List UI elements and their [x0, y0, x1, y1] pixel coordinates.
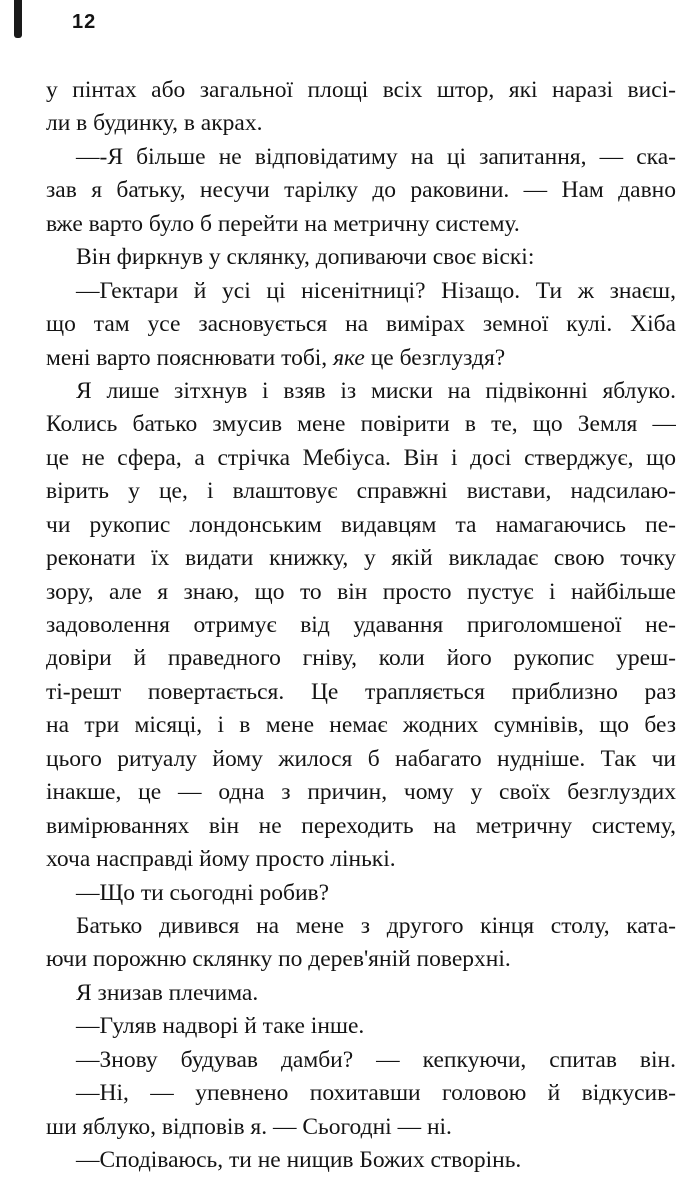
text-line: —Знову будував дамби? — кепкуючи, спитав він. [76, 1046, 676, 1073]
text-line: —Що ти сьогодні робив? [76, 879, 330, 906]
text-line: —-Я більше не відповідатиму на ці запитання, — ска- [76, 143, 676, 170]
text-line: зав я батьку, несучи тарілку до раковини. — Нам давно [46, 177, 676, 204]
page-number: 12 [72, 11, 97, 33]
text-line: вірить у це, і влаштовує справжні вистави, надсилаю- [46, 478, 676, 505]
text-run: це безглуздя? [364, 344, 506, 371]
text-line: зору, але я знаю, що то він просто пустує і найбільше [46, 578, 676, 605]
text-line: вимірюваннях він не переходить на метричну систему, [46, 812, 676, 839]
text-line: ши яблуко, відповів я. — Сьогодні — ні. [46, 1113, 452, 1140]
page-edge-mark [14, 0, 22, 38]
text-line: Він фиркнув у склянку, допиваючи своє віскі: [76, 244, 535, 271]
text-line: на три місяці, і в мене немає жодних сумнівів, що без [46, 712, 676, 739]
text-line: —Сподіваюсь, ти не нищив Божих створінь. [76, 1147, 522, 1173]
text-line: у пінтах або загальної площі всіх штор, які наразі висі- [46, 77, 676, 103]
emphasis-word: яке [333, 344, 365, 371]
text-line: довіри й праведного гніву, коли його рукопис уреш- [46, 645, 676, 672]
text-line: —Гектари й усі ці нісенітниці? Нізащо. Ти ж знаєш, [76, 277, 676, 304]
text-line: це не сфера, а стрічка Мебіуса. Він і досі стверджує, що [46, 444, 676, 471]
text-line: Я знизав плечима. [76, 979, 259, 1006]
text-line: ли в будинку, в акрах. [46, 110, 263, 137]
text-line: ючи порожню склянку по дерев'яній поверхні. [46, 946, 511, 973]
text-line: Колись батько змусив мене повірити в те, що Земля — [46, 411, 676, 438]
text-line: реконати їх видати книжку, у якій викладає свою точку [46, 545, 676, 572]
text-line: цього ритуалу йому жилося б набагато нудніше. Так чи [46, 745, 676, 772]
text-line: задоволення отримує від удавання приголомшеної не- [46, 612, 676, 638]
text-line: Батько дивився на мене з другого кінця столу, ката- [76, 912, 676, 939]
text-line: —Гуляв надворі й таке інше. [76, 1013, 365, 1040]
text-run: мені варто пояснювати тобі, [46, 344, 334, 371]
text-line: Я лише зітхнув і взяв із миски на підвіконні яблуко. [76, 377, 676, 404]
text-line: —Ні, — упевнено похитавши головою й відкусив- [76, 1080, 676, 1107]
text-line: хоча насправді йому просто лінькі. [46, 846, 396, 873]
text-line: що там усе засновується на вимірах земної кулі. Хіба [46, 311, 676, 338]
text-line [46, 342, 676, 375]
text-line: вже варто було б перейти на метричну систему. [46, 210, 520, 237]
book-text [46, 74, 676, 1177]
text-line: ті-решт повертається. Це трапляється приблизно раз [46, 678, 676, 705]
text-line: чи рукопис лондонським видавцям та намагаючись пе- [46, 511, 676, 538]
text-line: інакше, це — одна з причин, чому у своїх безглуздих [46, 779, 676, 806]
